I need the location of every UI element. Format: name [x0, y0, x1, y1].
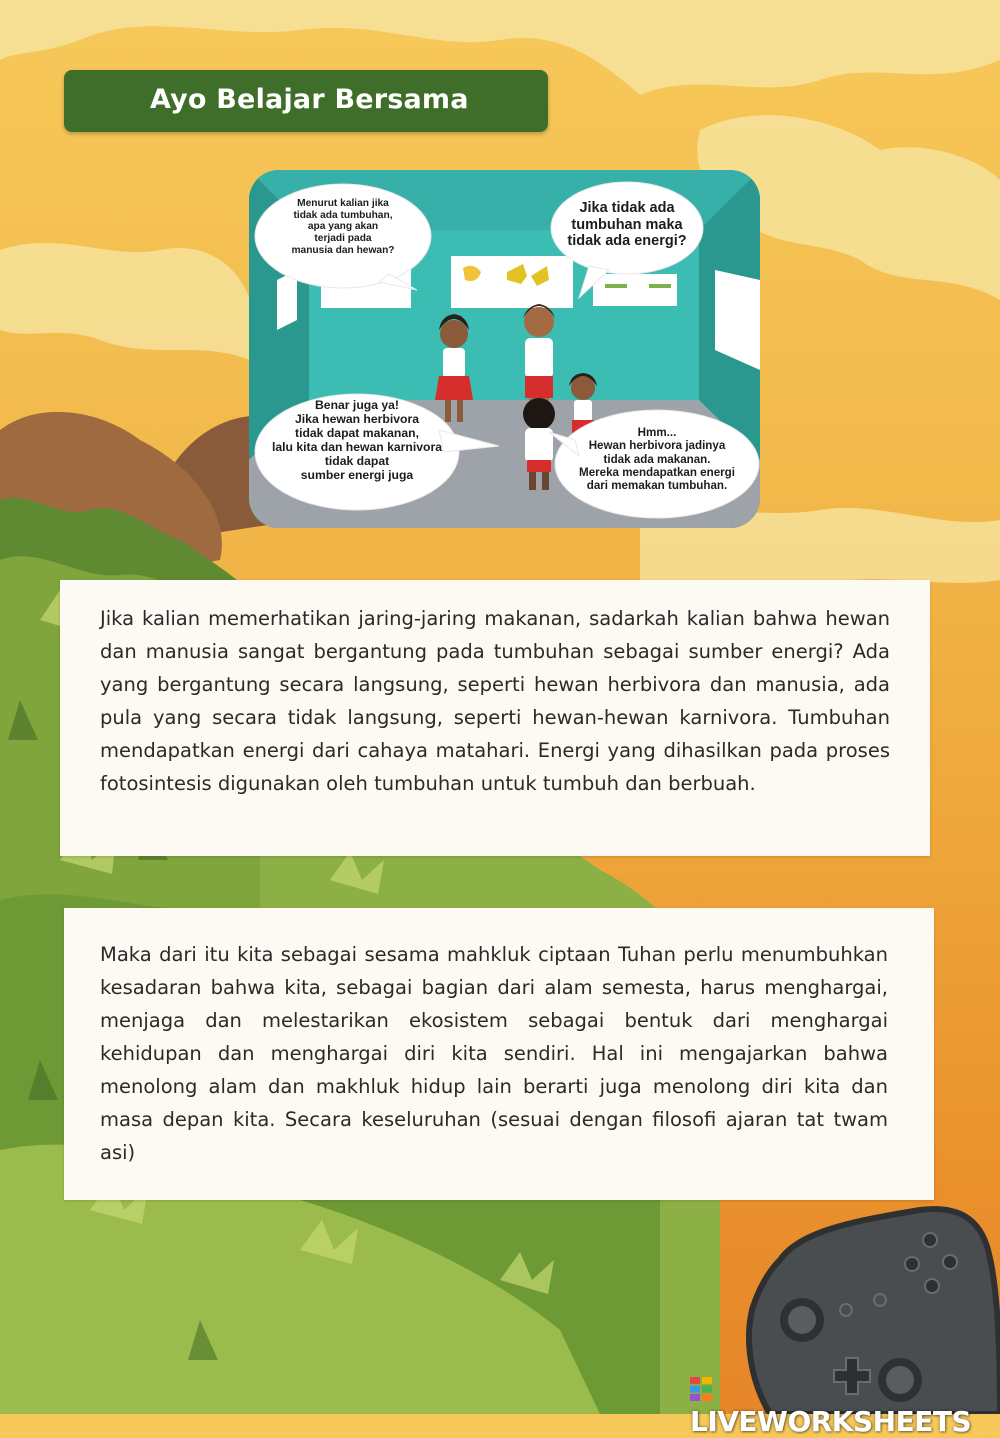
bubble-top-right: Jika tidak ada tumbuhan maka tidak ada energi? — [567, 200, 687, 250]
bubble-bottom-left: Benar juga ya! Jika hewan herbivora tidak dapat makanan, lalu kita dan hewan karnivora tidak dapat sumber energi juga — [271, 398, 442, 483]
section-title: Ayo Belajar Bersama — [150, 84, 469, 115]
paragraph-box-1 — [60, 580, 930, 856]
liveworksheets-watermark — [690, 1372, 990, 1438]
liveworksheets-logo-icon — [690, 1377, 712, 1401]
paragraph-1: Jika kalian memerhatikan jaring-jaring makanan, sadarkah kalian bahwa hewan dan manusia sangat bergantung pada tumbuhan sebagai sumber energi? Ada yang bergantung secara langsung, seperti hewan herbivora dan manusia, ada pula yang secara tidak langsung, seperti hewan-hewan karnivora. Tumbuhan mendapatkan energi dari cahaya matahari. Energi yang dihasilkan pada proses fotosintesis digunakan oleh tumbuhan untuk tumbuh dan berbuah. — [100, 607, 890, 795]
poster-3 — [593, 274, 677, 306]
watermark-text: LIVEWORKSHEETS — [690, 1405, 972, 1438]
bubble-bottom-right: Hmm... Hewan herbivora jadinya tidak ada makanan. Mereka mendapatkan energi dari memakan tumbuhan. — [579, 426, 735, 493]
bubble-top-left: Menurut kalian jika tidak ada tumbuhan, apa yang akan terjadi pada manusia dan hewan? — [291, 198, 395, 256]
poster-2 — [451, 256, 573, 308]
paragraph-box-2 — [64, 908, 934, 1200]
section-title-bar — [64, 70, 548, 132]
paragraph-2: Maka dari itu kita sebagai sesama mahkluk ciptaan Tuhan perlu menumbuhkan kesadaran bahwa kita, sebagai bagian dari alam semesta, harus menghargai, menjaga dan melestarikan ekosistem sebagai bentuk dari menghargai kehidupan dan menghargai diri kita sendiri. Hal ini mengajarkan bahwa menolong alam dan makhluk hidup lain berarti juga menolong diri kita dan masa depan kita. Secara keseluruhan (sesuai dengan filosofi ajaran tat twam asi) — [100, 943, 888, 1164]
classroom-illustration — [249, 170, 760, 528]
